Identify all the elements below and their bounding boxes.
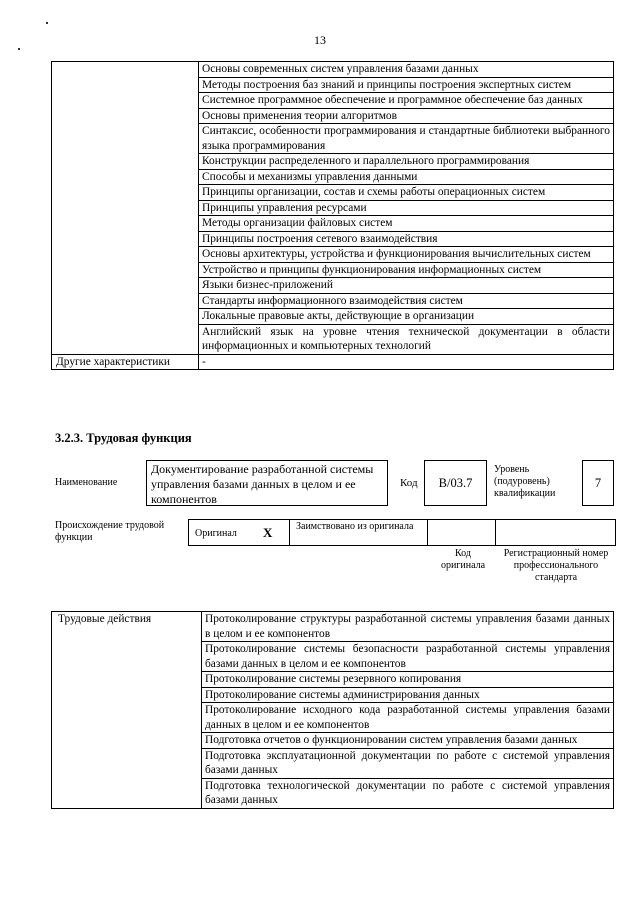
scan-speck — [18, 48, 20, 50]
level-box: 7 — [582, 460, 614, 506]
knowledge-table — [51, 61, 614, 370]
action-item: Протоколирование системы безопасности разработанной системы управления базами данных в целом и ее компонентов — [202, 642, 614, 672]
level-label: Уровень (подуровень) квалификации — [494, 464, 556, 499]
table-row — [52, 62, 614, 78]
knowledge-item: Способы и механизмы управления данными — [199, 169, 614, 185]
knowledge-item: Локальные правовые акты, действующие в организации — [199, 309, 614, 325]
knowledge-item: Английский язык на уровне чтения технической документации в области информационных и компьютерных технологий — [199, 324, 614, 354]
function-code-box: B/03.7 — [424, 460, 487, 506]
knowledge-item: Стандарты информационного взаимодействия систем — [199, 293, 614, 309]
knowledge-item: Основы применения теории алгоритмов — [199, 108, 614, 124]
registration-caption: Регистрационный номер профессионального стандарта — [503, 548, 609, 583]
action-item: Подготовка отчетов о функционировании систем управления базами данных — [202, 733, 614, 749]
knowledge-item: Принципы организации, состав и схемы работы операционных систем — [199, 185, 614, 201]
code-label: Код — [400, 477, 418, 489]
knowledge-item: Основы современных систем управления базами данных — [199, 62, 614, 78]
name-label: Наименование — [55, 477, 118, 488]
original-mark: X — [263, 525, 273, 540]
knowledge-item: Принципы управления ресурсами — [199, 200, 614, 216]
table-row — [52, 612, 614, 642]
knowledge-item: Устройство и принципы функционирования информационных систем — [199, 262, 614, 278]
section-title: 3.2.3. Трудовая функция — [55, 431, 192, 445]
other-characteristics-value: - — [199, 354, 614, 370]
actions-table-body — [52, 612, 614, 809]
action-item: Протоколирование системы администрирования данных — [202, 687, 614, 703]
knowledge-item: Методы построения баз знаний и принципы построения экспертных систем — [199, 77, 614, 93]
actions-table — [51, 611, 614, 809]
origin-row — [188, 519, 616, 546]
registration-number-cell — [496, 519, 616, 546]
action-item: Протоколирование структуры разработанной системы управления базами данных в целом и ее компонентов — [202, 612, 614, 642]
knowledge-item: Принципы построения сетевого взаимодействия — [199, 231, 614, 247]
knowledge-item: Основы архитектуры, устройства и функционирования вычислительных систем — [199, 247, 614, 263]
page-number: 13 — [314, 33, 326, 47]
knowledge-table-body — [52, 62, 614, 370]
origin-label: Происхождение трудовой функции — [55, 520, 165, 543]
function-name-box: Документирование разработанной системы управления базами данных в целом и ее компонентов — [146, 460, 388, 506]
table-row — [52, 354, 614, 370]
original-cell — [188, 519, 290, 546]
action-item: Протоколирование системы резервного копирования — [202, 672, 614, 688]
scan-speck — [46, 22, 48, 24]
action-item: Подготовка технологической документации по работе с системой управления базами данных — [202, 778, 614, 808]
knowledge-item: Конструкции распределенного и параллельного программирования — [199, 154, 614, 170]
code-caption: Код оригинала — [440, 548, 486, 571]
actions-label: Трудовые действия — [52, 612, 202, 809]
borrowed-cell — [290, 519, 428, 546]
borrowed-label: Заимствовано из оригинала — [296, 521, 414, 532]
original-label: Оригинал — [195, 528, 237, 539]
action-item: Подготовка эксплуатационной документации по работе с системой управления базами данных — [202, 748, 614, 778]
knowledge-item: Методы организации файловых систем — [199, 216, 614, 232]
knowledge-item: Языки бизнес-приложений — [199, 278, 614, 294]
knowledge-label-cell — [52, 62, 199, 355]
knowledge-item: Системное программное обеспечение и программное обеспечение баз данных — [199, 93, 614, 109]
action-item: Протоколирование исходного кода разработанной системы управления базами данных в целом и ее компонентов — [202, 703, 614, 733]
original-code-cell — [428, 519, 496, 546]
knowledge-item: Синтаксис, особенности программирования и стандартные библиотеки выбранного языка программирования — [199, 124, 614, 154]
other-characteristics-label: Другие характеристики — [52, 354, 199, 370]
